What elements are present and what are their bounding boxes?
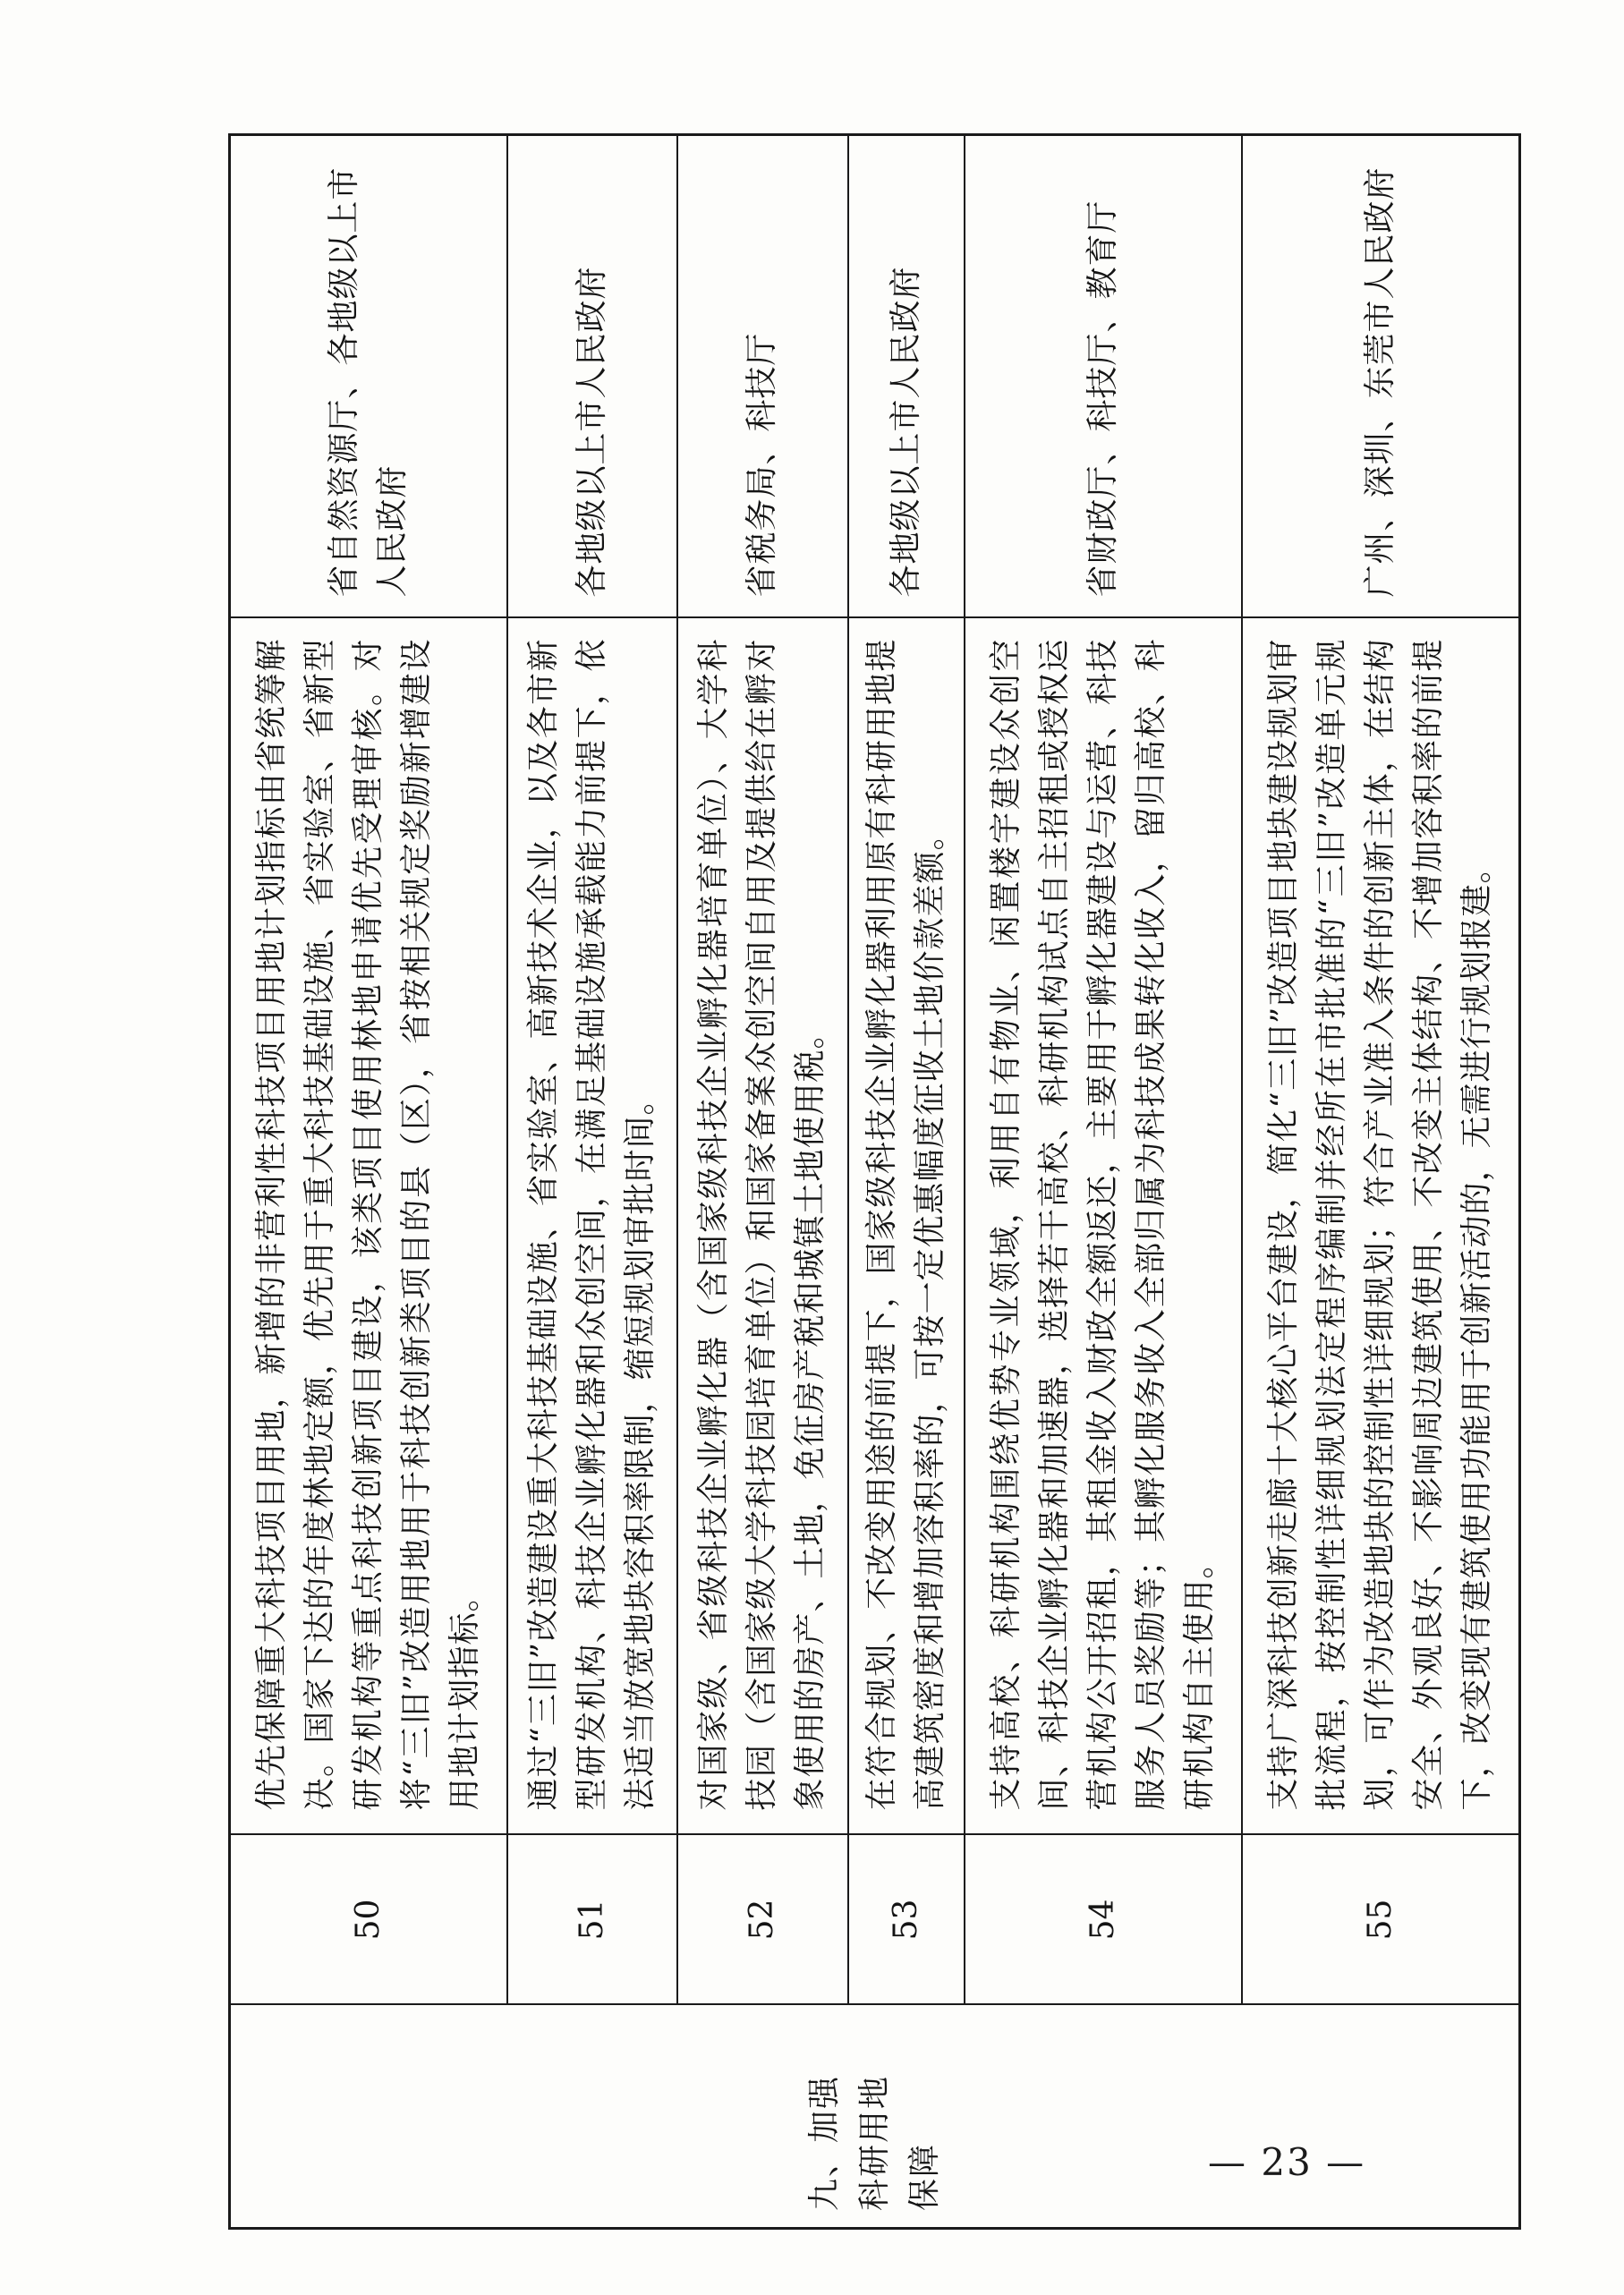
table-row <box>1242 135 1519 2229</box>
policy-table <box>228 133 1521 2230</box>
table-row <box>677 135 847 2229</box>
policy-content: 支持广深科技创新走廊十大核心平台建设，简化“三旧”改造项目地块建设规划审批流程，按控制性详细规划法定程序编制并经所在市批准的“三旧”改造单元规划，可作为改造地块的控制性详细规划；符合产业准入条件的创新主体，在结构安全、外观良好、不影响周边建筑使用、不改变主体结构、不增加容积率的前提下，改变现有建筑使用功能用于创新活动的，无需进行规划报建。 <box>1242 618 1519 1835</box>
policy-content: 优先保障重大科技项目用地，新增的非营利性科技项目用地计划指标由省统筹解决。国家下达的年度林地定额，优先用于重大科技基础设施、省实验室、省新型研发机构等重点科技创新项目建设，该类项目使用林地申请优先受理审核。对将“三旧”改造用地用于科技创新类项目的县（区），省按相关规定奖励新增建设用地计划指标。 <box>230 618 507 1835</box>
responsible-department: 各地级以上市人民政府 <box>507 135 677 618</box>
row-number: 51 <box>507 1835 677 2005</box>
row-number: 50 <box>230 1835 507 2005</box>
responsible-department: 省财政厅、科技厅、教育厅 <box>965 135 1242 618</box>
row-number: 54 <box>965 1835 1242 2005</box>
policy-content: 对国家级、省级科技企业孵化器（含国家级科技企业孵化器培育单位）、大学科技园（含国家级大学科技园培育单位）和国家备案众创空间自用及提供给在孵对象使用的房产、土地，免征房产税和城镇土地使用税。 <box>677 618 847 1835</box>
policy-content: 通过“三旧”改造建设重大科技基础设施、省实验室、高新技术企业，以及各市新型研发机构、科技企业孵化器和众创空间，在满足基础设施承载能力前提下，依法适当放宽地块容积率限制，缩短规划审批时间。 <box>507 618 677 1835</box>
policy-content: 支持高校、科研机构围绕优势专业领域，利用自有物业、闲置楼宇建设众创空间、科技企业孵化器和加速器，选择若干高校、科研机构试点自主招租或授权运营机构公开招租，其租金收入财政全额返还，主要用于孵化器建设与运营、科技服务人员奖励等；其孵化服务收入全部归属为科技成果转化收入，留归高校、科研机构自主使用。 <box>965 618 1242 1835</box>
page-number: — 23 — <box>1208 2140 1366 2184</box>
table-row <box>507 135 677 2229</box>
rotated-table-area <box>228 136 1521 2230</box>
responsible-department: 省税务局、科技厅 <box>677 135 847 618</box>
responsible-department: 广州、深圳、东莞市人民政府 <box>1242 135 1519 618</box>
row-number: 52 <box>677 1835 847 2005</box>
table-row <box>965 135 1242 2229</box>
row-number: 55 <box>1242 1835 1519 2005</box>
table-row <box>848 135 965 2229</box>
row-number: 53 <box>848 1835 965 2005</box>
responsible-department: 各地级以上市人民政府 <box>848 135 965 618</box>
table-row <box>230 135 507 2229</box>
policy-content: 在符合规划、不改变用途的前提下，国家级科技企业孵化器利用原有科研用地提高建筑密度和增加容积率的，可按一定优惠幅度征收土地价款差额。 <box>848 618 965 1835</box>
category-cell <box>230 2005 1520 2229</box>
responsible-department: 省自然资源厅、各地级以上市人民政府 <box>230 135 507 618</box>
category-label: 九、加强科研用地保障 <box>805 2074 943 2211</box>
